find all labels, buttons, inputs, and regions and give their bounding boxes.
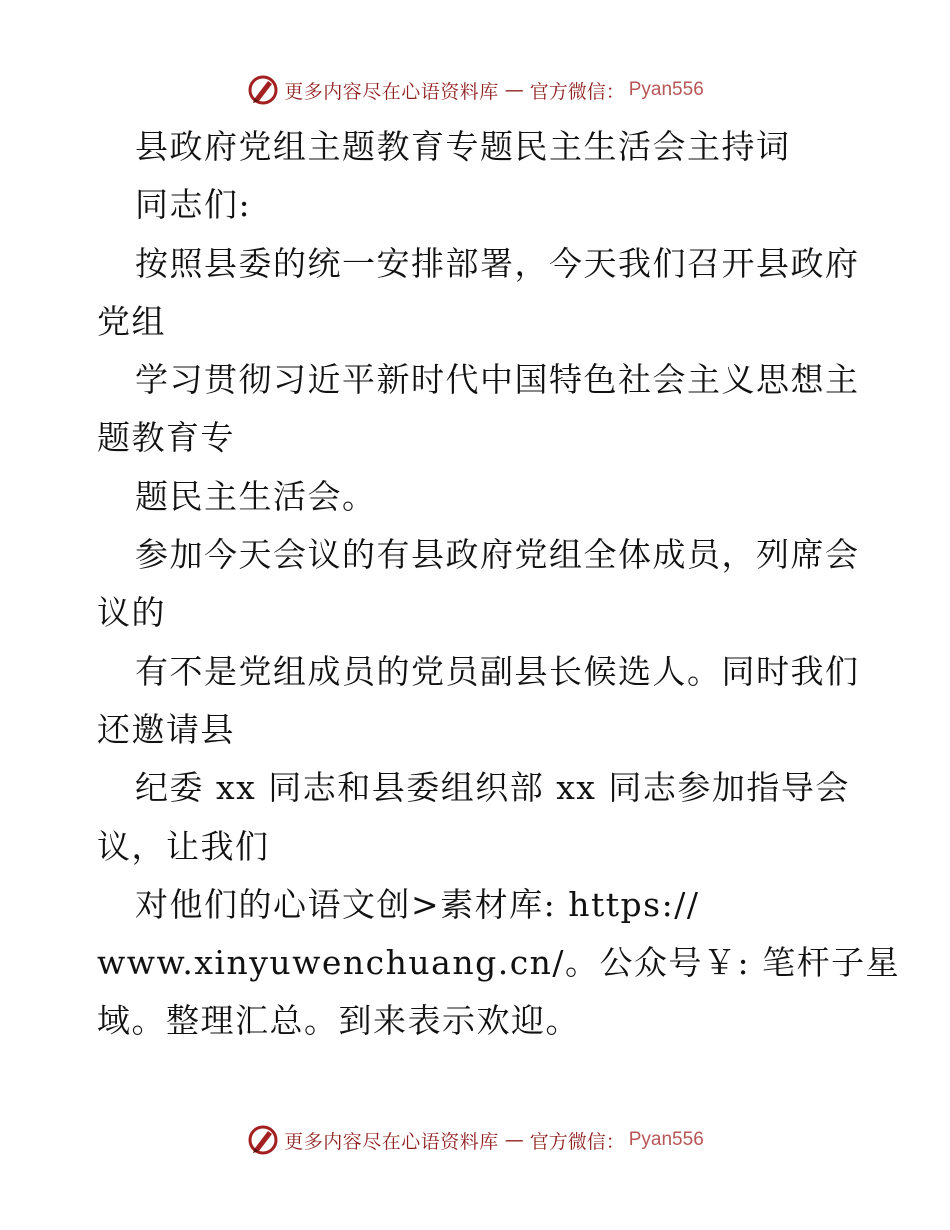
- text-line: 按照县委的统一安排部署，今天我们召开县政府: [135, 243, 860, 283]
- banner-separator: —: [504, 79, 524, 101]
- text-line: 还邀请县: [97, 709, 235, 749]
- text-line: www.xinyuwenchuang.cn/。公众号￥: 笔杆子星: [97, 943, 901, 983]
- text-line: 参加今天会议的有县政府党组全体成员，列席会: [135, 535, 860, 575]
- text-line: 题教育专: [97, 418, 235, 458]
- pen-logo-icon: [246, 73, 280, 107]
- document-title: 县政府党组主题教育专题民主生活会主持词: [135, 127, 791, 166]
- banner-separator: —: [504, 1129, 524, 1151]
- text-line: 议的: [97, 593, 166, 633]
- footer-banner: [0, 1120, 950, 1160]
- pen-logo-icon: [246, 1123, 280, 1157]
- banner-account-label: 官方微信：: [529, 80, 625, 103]
- text-line: 议，让我们: [97, 826, 270, 866]
- text-line: 纪委 xx 同志和县委组织部 xx 同志参加指导会: [135, 768, 850, 808]
- document-body: [97, 118, 901, 1051]
- text-line: 对他们的心语文创>素材库: https://: [135, 884, 700, 924]
- text-line: 党组: [97, 301, 166, 341]
- banner-text: 更多内容尽在心语资料库: [284, 80, 499, 103]
- text-line: 有不是党组成员的党员副县长候选人。同时我们: [135, 651, 860, 691]
- header-banner: [0, 70, 950, 110]
- banner-account-label: 官方微信：: [529, 1130, 625, 1153]
- salutation: 同志们:: [135, 185, 252, 225]
- banner-account-id: Pyan556: [628, 79, 704, 100]
- banner-text: 更多内容尽在心语资料库: [284, 1130, 499, 1153]
- text-line: 学习贯彻习近平新时代中国特色社会主义思想主: [135, 360, 860, 400]
- banner-account-id: Pyan556: [628, 1129, 704, 1150]
- text-line: 域。整理汇总。到来表示欢迎。: [97, 1001, 580, 1041]
- text-line: 题民主生活会。: [135, 476, 377, 516]
